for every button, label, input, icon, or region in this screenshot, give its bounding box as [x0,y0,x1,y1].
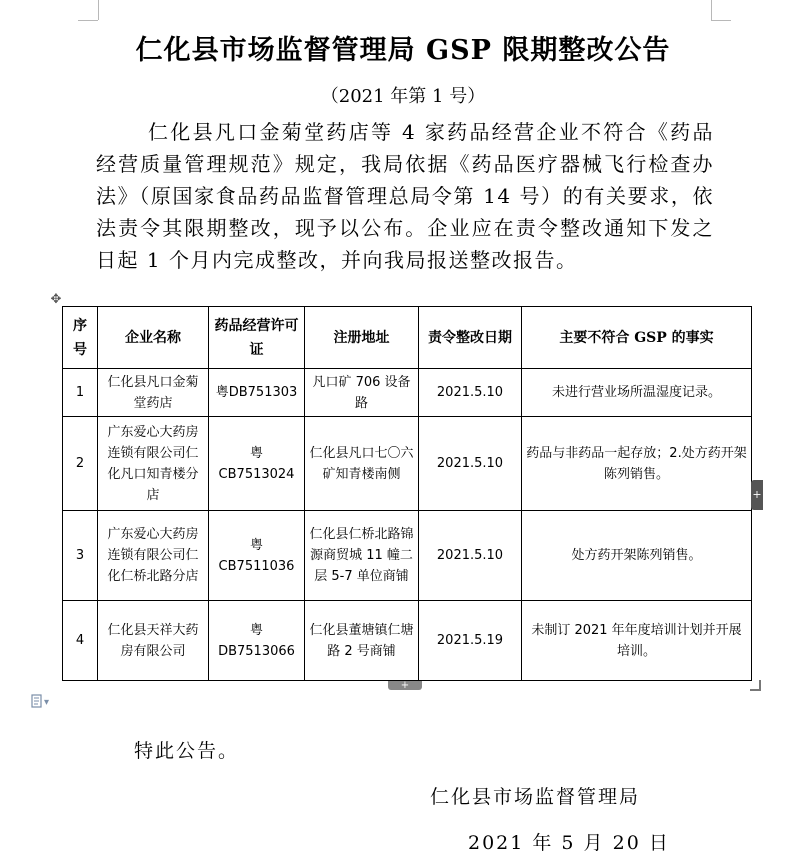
header-cell-issue: 主要不符合 GSP 的事实 [522,307,752,369]
row-number: 4 [63,601,98,681]
body-text: 仁化县凡口金菊堂药店等 4 家药品经营企业不符合《药品经营质量管理规范》规定，我局依据《药品医疗器械飞行检查办法》（原国家食品药品监督管理总局令第 14 号）的有关要求，依法责令其限期整改，现予以公布。企业应在责令整改通知下发之日起 1 个月内完成整改，并向我局报送整改报告。 [96,120,714,272]
registered-address: 仁化县仁桥北路锦源商贸城 11 幢二层 5-7 单位商铺 [305,511,419,601]
body-paragraph [96,116,714,276]
issue-date: 2021 年 5 月 20 日 [468,832,670,854]
company-name: 仁化县天祥大药房有限公司 [98,601,209,681]
header-cell-address: 注册地址 [305,307,419,369]
company-name: 广东爱心大药房连锁有限公司仁化凡口知青楼分店 [98,417,209,511]
document-number: （2021 年第 1 号） [320,86,486,107]
violation-fact: 药品与非药品一起存放；2.处方药开架陈列销售。 [522,417,752,511]
table-row [63,511,752,601]
chevron-down-icon: ▾ [44,697,50,708]
crop-mark-right-vertical [711,0,712,20]
gsp-violation-table [62,306,752,681]
closing-remark: 特此公告。 [134,740,240,762]
table-header-row [63,307,752,369]
header-cell-company: 企业名称 [98,307,209,369]
license-number: 粤CB7513024 [209,417,305,511]
registered-address: 凡口矿 706 设备路 [305,369,419,417]
plus-icon: + [400,680,410,691]
deadline-date: 2021.5.10 [419,511,522,601]
header-cell-deadline: 责令整改日期 [419,307,522,369]
violation-fact: 未进行营业场所温湿度记录。 [522,369,752,417]
table-row [63,369,752,417]
row-number: 2 [63,417,98,511]
crop-mark-right-horizontal [711,20,731,21]
license-number: 粤DB7513066 [209,601,305,681]
registered-address: 仁化县凡口七〇六矿知青楼南侧 [305,417,419,511]
table-row [63,417,752,511]
header-cell-number: 序号 [63,307,98,369]
document-layout-icon [30,694,44,708]
deadline-date: 2021.5.19 [419,601,522,681]
license-number: 粤DB751303 [209,369,305,417]
header-cell-license: 药品经营许可证 [209,307,305,369]
table-resize-handle[interactable] [750,680,761,691]
license-number: 粤CB7511036 [209,511,305,601]
add-row-button[interactable] [751,480,763,510]
crop-mark-left-vertical [98,0,99,20]
violation-fact: 处方药开架陈列销售。 [522,511,752,601]
table-row [63,601,752,681]
add-column-button[interactable] [388,681,422,690]
registered-address: 仁化县董塘镇仁塘路 2 号商铺 [305,601,419,681]
violation-fact: 未制订 2021 年年度培训计划并开展培训。 [522,601,752,681]
document-title: 仁化县市场监督管理局 GSP 限期整改公告 [135,35,671,66]
deadline-date: 2021.5.10 [419,417,522,511]
move-arrows-icon[interactable]: ✥ [50,292,62,307]
crop-mark-left-horizontal [78,20,98,21]
plus-icon: + [752,488,762,501]
deadline-date: 2021.5.10 [419,369,522,417]
company-name: 仁化县凡口金菊堂药店 [98,369,209,417]
issuing-authority: 仁化县市场监督管理局 [430,786,641,808]
company-name: 广东爱心大药房连锁有限公司仁化仁桥北路分店 [98,511,209,601]
row-number: 3 [63,511,98,601]
row-number: 1 [63,369,98,417]
layout-options-button[interactable] [30,694,56,708]
